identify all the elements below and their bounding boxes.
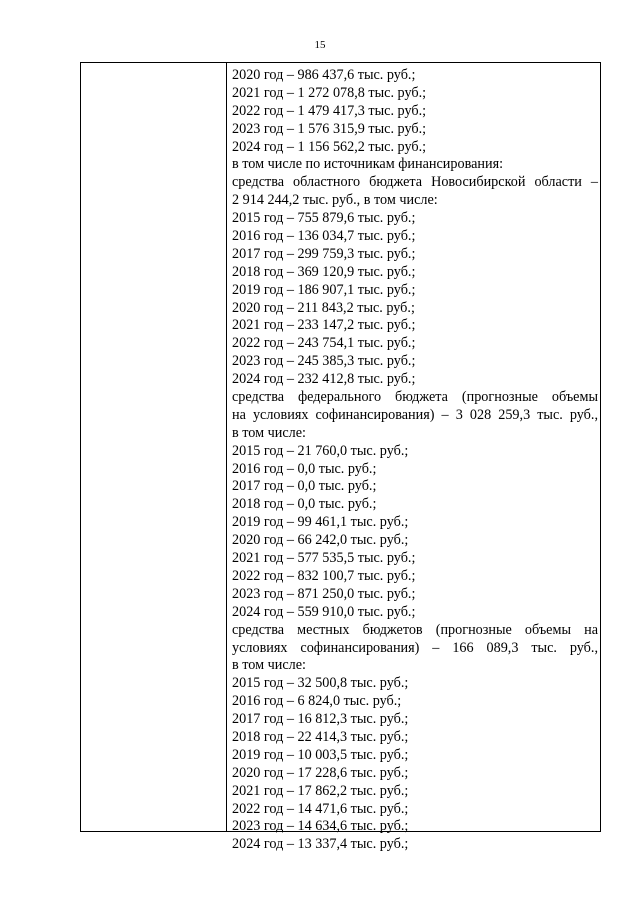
funding-line: 2020 год – 986 437,6 тыс. руб.; bbox=[232, 67, 416, 83]
funding-line: средства федерального бюджета (прогнозные объемы bbox=[232, 389, 598, 406]
funding-line: 2016 год – 6 824,0 тыс. руб.; bbox=[232, 693, 402, 710]
funding-line: 2024 год – 13 337,4 тыс. руб.; bbox=[232, 836, 409, 853]
table-right-cell bbox=[232, 67, 598, 854]
funding-line: 2024 год – 559 910,0 тыс. руб.; bbox=[232, 603, 416, 620]
funding-line: в том числе по источникам финансирования: bbox=[232, 156, 504, 173]
funding-line: 2015 год – 21 760,0 тыс. руб.; bbox=[232, 442, 409, 459]
funding-line: 2016 год – 136 034,7 тыс. руб.; bbox=[232, 228, 416, 245]
funding-line: 2019 год – 186 907,1 тыс. руб.; bbox=[232, 281, 416, 298]
funding-line: 2017 год – 299 759,3 тыс. руб.; bbox=[232, 245, 416, 262]
funding-line: 2024 год – 232 412,8 тыс. руб.; bbox=[232, 371, 416, 388]
funding-line: в том числе: bbox=[232, 657, 306, 674]
funding-line: 2022 год – 832 100,7 тыс. руб.; bbox=[232, 567, 416, 584]
funding-line: 2021 год – 233 147,2 тыс. руб.; bbox=[232, 317, 416, 334]
funding-line: 2020 год – 17 228,6 тыс. руб.; bbox=[232, 764, 409, 781]
funding-line: 2021 год – 1 272 078,8 тыс. руб.; bbox=[232, 84, 427, 101]
funding-line: 2022 год – 14 471,6 тыс. руб.; bbox=[232, 800, 409, 817]
funding-line: 2018 год – 0,0 тыс. руб.; bbox=[232, 496, 377, 513]
page-number: 15 bbox=[314, 39, 326, 51]
funding-line: 2017 год – 16 812,3 тыс. руб.; bbox=[232, 711, 409, 728]
funding-line: 2015 год – 755 879,6 тыс. руб.; bbox=[232, 210, 416, 227]
funding-line: 2022 год – 1 479 417,3 тыс. руб.; bbox=[232, 102, 427, 119]
funding-line: 2024 год – 1 156 562,2 тыс. руб.; bbox=[232, 138, 427, 155]
funding-line: 2015 год – 32 500,8 тыс. руб.; bbox=[232, 675, 409, 692]
funding-line: 2020 год – 211 843,2 тыс. руб.; bbox=[232, 299, 415, 316]
funding-line: средства областного бюджета Новосибирской области – bbox=[232, 174, 598, 191]
funding-line: средства местных бюджетов (прогнозные объемы на bbox=[232, 621, 598, 638]
funding-line: 2016 год – 0,0 тыс. руб.; bbox=[232, 460, 377, 477]
funding-line: 2 914 244,2 тыс. руб., в том числе: bbox=[232, 192, 438, 209]
funding-line: на условиях софинансирования) – 3 028 259,3 тыс. руб., bbox=[232, 406, 598, 423]
funding-line: условиях софинансирования) – 166 089,3 тыс. руб., bbox=[232, 639, 598, 656]
funding-line: 2023 год – 245 385,3 тыс. руб.; bbox=[232, 353, 416, 370]
table-left-cell bbox=[81, 63, 227, 831]
funding-line: 2019 год – 99 461,1 тыс. руб.; bbox=[232, 514, 409, 531]
funding-line: 2023 год – 871 250,0 тыс. руб.; bbox=[232, 585, 416, 602]
funding-line: в том числе: bbox=[232, 424, 306, 441]
funding-line: 2022 год – 243 754,1 тыс. руб.; bbox=[232, 335, 416, 352]
funding-line: 2018 год – 369 120,9 тыс. руб.; bbox=[232, 263, 416, 280]
funding-line: 2018 год – 22 414,3 тыс. руб.; bbox=[232, 728, 409, 745]
funding-line: 2020 год – 66 242,0 тыс. руб.; bbox=[232, 532, 409, 549]
funding-line: 2017 год – 0,0 тыс. руб.; bbox=[232, 478, 377, 495]
funding-line: 2021 год – 577 535,5 тыс. руб.; bbox=[232, 550, 416, 567]
funding-line: 2021 год – 17 862,2 тыс. руб.; bbox=[232, 782, 409, 799]
funding-table bbox=[80, 62, 601, 853]
funding-line: 2023 год – 1 576 315,9 тыс. руб.; bbox=[232, 120, 427, 137]
funding-line: 2023 год – 14 634,6 тыс. руб.; bbox=[232, 818, 409, 835]
funding-line: 2019 год – 10 003,5 тыс. руб.; bbox=[232, 746, 409, 763]
